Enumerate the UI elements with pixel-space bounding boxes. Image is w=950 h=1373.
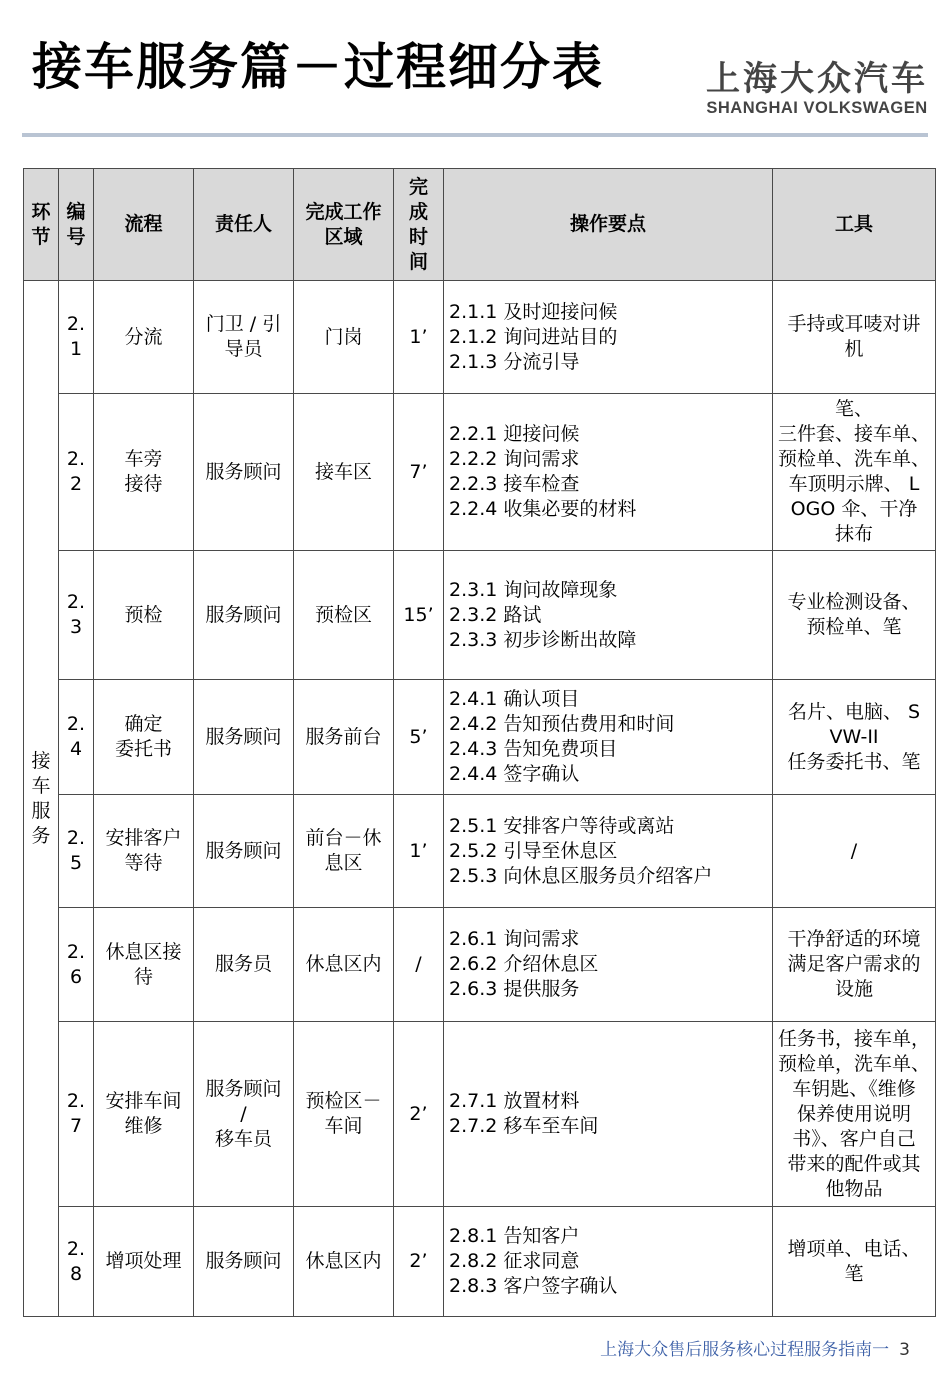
- row-process: 预检: [94, 551, 194, 680]
- row-steps: 2.8.1 告知客户 2.8.2 征求同意 2.8.3 客户签字确认: [444, 1207, 773, 1317]
- row-tools: 专业检测设备、 预检单、笔: [773, 551, 936, 680]
- row-time: 15’: [394, 551, 444, 680]
- stage-cell: 接 车 服 务: [24, 281, 59, 1317]
- header-points: 操作要点: [444, 169, 773, 281]
- table-row: [24, 1022, 936, 1207]
- row-steps: 2.6.1 询问需求 2.6.2 介绍休息区 2.6.3 提供服务: [444, 908, 773, 1022]
- table-row: [24, 551, 936, 680]
- row-number: 2. 4: [59, 680, 94, 795]
- header-process: 流程: [94, 169, 194, 281]
- row-area: 预检区－ 车间: [294, 1022, 394, 1207]
- row-area: 接车区: [294, 394, 394, 551]
- table-row: [24, 795, 936, 908]
- row-process: 休息区接 待: [94, 908, 194, 1022]
- row-area: 休息区内: [294, 908, 394, 1022]
- row-steps: 2.3.1 询问故障现象 2.3.2 路试 2.3.3 初步诊断出故障: [444, 551, 773, 680]
- row-process: 增项处理: [94, 1207, 194, 1317]
- row-tools: 任务书，接车单， 预检单，洗车单、 车钥匙、《维修 保养使用说明 书》、客户自己 带来的配件或其 他物品: [773, 1022, 936, 1207]
- row-owner: 服务顾问: [194, 394, 294, 551]
- table-row: [24, 281, 936, 394]
- row-number: 2. 7: [59, 1022, 94, 1207]
- title-divider: [22, 133, 928, 137]
- row-process: 安排车间 维修: [94, 1022, 194, 1207]
- row-owner: 服务员: [194, 908, 294, 1022]
- row-number: 2. 3: [59, 551, 94, 680]
- row-steps: 2.7.1 放置材料 2.7.2 移车至车间: [444, 1022, 773, 1207]
- row-owner: 服务顾问 / 移车员: [194, 1022, 294, 1207]
- page-title: 接车服务篇－过程细分表: [32, 38, 604, 96]
- row-time: 7’: [394, 394, 444, 551]
- header-number: 编 号: [59, 169, 94, 281]
- row-tools: /: [773, 795, 936, 908]
- row-time: 2’: [394, 1207, 444, 1317]
- row-area: 门岗: [294, 281, 394, 394]
- row-steps: 2.2.1 迎接问候 2.2.2 询问需求 2.2.3 接车检查 2.2.4 收集必要的材料: [444, 394, 773, 551]
- row-number: 2. 1: [59, 281, 94, 394]
- row-process: 车旁 接待: [94, 394, 194, 551]
- row-steps: 2.5.1 安排客户等待或离站 2.5.2 引导至休息区 2.5.3 向休息区服务员介绍客户: [444, 795, 773, 908]
- row-time: 5’: [394, 680, 444, 795]
- row-number: 2. 5: [59, 795, 94, 908]
- table-row: [24, 394, 936, 551]
- row-tools: 增项单、电话、 笔: [773, 1207, 936, 1317]
- brand-logo: [706, 59, 928, 118]
- header-owner: 责任人: [194, 169, 294, 281]
- row-area: 预检区: [294, 551, 394, 680]
- row-steps: 2.4.1 确认项目 2.4.2 告知预估费用和时间 2.4.3 告知免费项目 2.4.4 签字确认: [444, 680, 773, 795]
- row-tools: 手持或耳唛对讲 机: [773, 281, 936, 394]
- row-time: 1’: [394, 795, 444, 908]
- table-row: [24, 680, 936, 795]
- row-tools: 笔、 三件套、接车单、 预检单、洗车单、 车顶明示牌、 L OGO 伞、干净 抹布: [773, 394, 936, 551]
- row-tools: 名片、电脑、 S VW-II 任务委托书、笔: [773, 680, 936, 795]
- table-row: [24, 1207, 936, 1317]
- row-area: 服务前台: [294, 680, 394, 795]
- header-stage: 环 节: [24, 169, 59, 281]
- row-process: 分流: [94, 281, 194, 394]
- row-time: 1’: [394, 281, 444, 394]
- row-process: 确定 委托书: [94, 680, 194, 795]
- header-time: 完 成 时 间: [394, 169, 444, 281]
- header-area: 完成工作 区域: [294, 169, 394, 281]
- page-footer: [600, 1335, 910, 1360]
- row-area: 前台－休 息区: [294, 795, 394, 908]
- brand-name-en: SHANGHAI VOLKSWAGEN: [706, 99, 928, 117]
- row-area: 休息区内: [294, 1207, 394, 1317]
- row-owner: 服务顾问: [194, 1207, 294, 1317]
- header-tools: 工具: [773, 169, 936, 281]
- row-process: 安排客户 等待: [94, 795, 194, 908]
- page-number: 3: [899, 1340, 910, 1360]
- process-table: [23, 168, 936, 1317]
- row-number: 2. 8: [59, 1207, 94, 1317]
- row-number: 2. 6: [59, 908, 94, 1022]
- row-time: /: [394, 908, 444, 1022]
- row-owner: 服务顾问: [194, 795, 294, 908]
- table-header-row: [24, 169, 936, 281]
- footer-text: 上海大众售后服务核心过程服务指南一: [600, 1340, 890, 1360]
- row-owner: 门卫 / 引 导员: [194, 281, 294, 394]
- row-owner: 服务顾问: [194, 680, 294, 795]
- row-tools: 干净舒适的环境 满足客户需求的 设施: [773, 908, 936, 1022]
- row-time: 2’: [394, 1022, 444, 1207]
- table-row: [24, 908, 936, 1022]
- row-owner: 服务顾问: [194, 551, 294, 680]
- row-number: 2. 2: [59, 394, 94, 551]
- row-steps: 2.1.1 及时迎接问候 2.1.2 询问进站目的 2.1.3 分流引导: [444, 281, 773, 394]
- brand-name-cn: 上海大众汽车: [706, 59, 928, 99]
